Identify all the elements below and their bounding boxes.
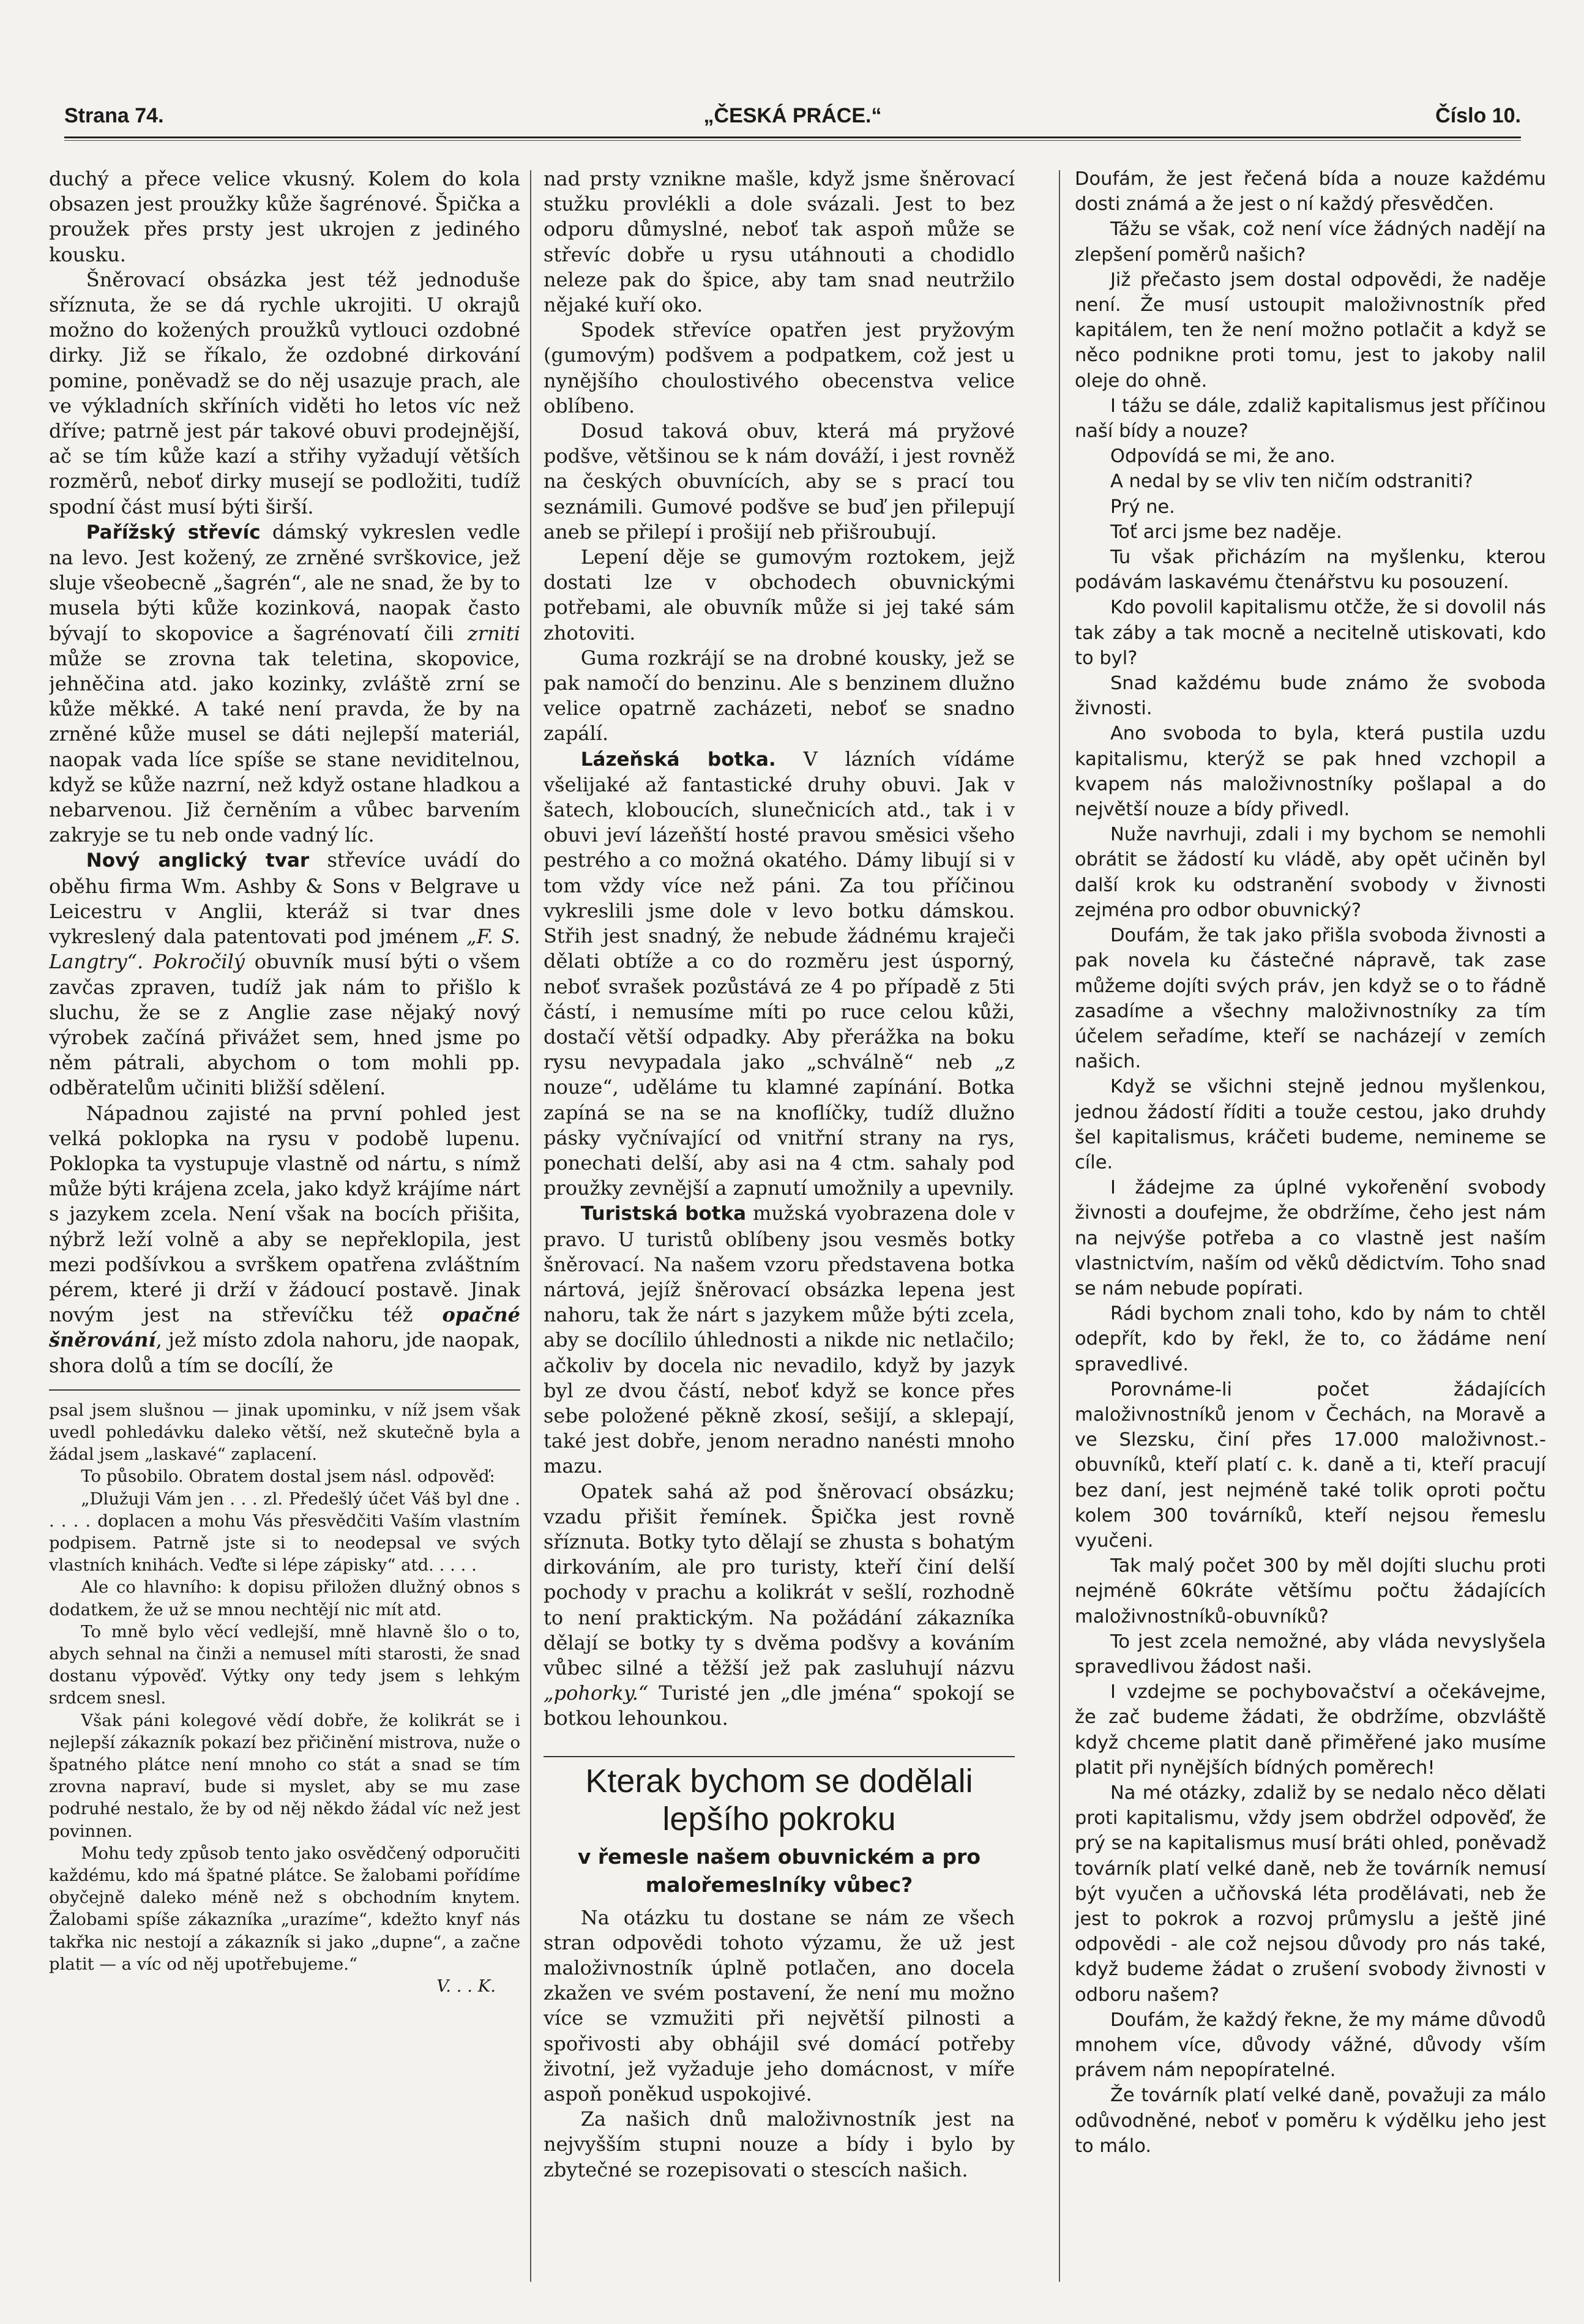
paragraph-text: dámský vykreslen vedle na levo. Jest kožený, ze zrněné svrškovice, jež sluje všeobecně „šagrén“, ale ne snad, že by to musela býti kůže kozinková, naopak často bývají to skopovice a šagrénovatí čili <box>49 520 520 645</box>
article-title-block <box>544 1756 1015 1899</box>
page-number: Strana 74. <box>64 104 164 127</box>
paragraph <box>49 1101 520 1378</box>
masthead-title: „ČESKÁ PRÁCE.“ <box>703 104 882 127</box>
italic-text: „pohorky.“ <box>544 1681 649 1705</box>
paragraph: To jest zcela nemožné, aby vláda nevyslyšela spravedlivou žádost naši. <box>1075 1631 1546 1678</box>
paragraph: duchý a přece velice vkusný. Kolem do kola obsazen jest proužky kůže šagrénové. Špička a proužek přes prsty jest ukrojen z jediného kousku. <box>49 167 520 266</box>
paragraph-text: obuvník musí býti o všem zavčas zpraven, tudíž jak nám to přišlo k sluchu, že se z Anglie zase nějaký nový výrobek začíná přivážet sem, hned jsme po něm pátrali, abychom o tom mohli pp. odběratelům učiniti bližší sdělení. <box>49 950 520 1100</box>
paragraph: Ale co hlavního: k dopisu přiložen dlužný obnos s dodatkem, že už se mnou nechtějí nic mít atd. <box>49 1577 520 1620</box>
paragraph: Na otázku tu dostane se nám ze všech stran odpovědi tohoto výzamu, že už jest maloživnostník úplně potlačen, ano docela zkažen ve svém postavení, že není mu možno více se vzmužiti při největší pilnosti a spořivosti aby obhájil své domácí potřeby životní, jež vyžaduje jeho domácnost, v míře aspoň poněkud uspokojivé. <box>544 1905 1015 2106</box>
column-middle <box>544 166 1015 2284</box>
paragraph <box>544 1201 1015 1479</box>
paragraph: To působilo. Obratem dostal jsem násl. odpověď: <box>81 1467 495 1487</box>
page-header <box>64 104 1521 133</box>
paragraph: Tak malý počet 300 by měl dojíti sluchu proti nejméně 60kráte většímu počtu žádajících maloživnostníků-obuvníků? <box>1075 1555 1546 1627</box>
issue-number: Číslo 10. <box>1435 104 1521 127</box>
paragraph: nad prsty vznikne mašle, když jsme šněrovací stužku provlékli a dole svázali. Jest to bez odporu důmyslné, neboť tak aspoň může se střevíc dobře u rysu utáhnouti a chodidlo neleze pak do špice, aby tam snad neutržilo nějaké kuří oko. <box>544 167 1015 317</box>
paragraph: Tážu se však, což není více žádných nadějí na zlepšení poměrů našich? <box>1075 219 1546 266</box>
column-divider <box>1059 170 1060 2282</box>
header-rule-thin <box>64 140 1521 141</box>
paragraph: Doufám, že tak jako přišla svoboda živnosti a pak novela ku částečné nápravě, tak zase můžeme dojíti svých práv, jen když se o to řádně zasadíme a všechny maloživnostníky za tím účelem seřadíme, kteří se nacházejí v zemích našich. <box>1075 925 1546 1073</box>
paragraph: Doufám, že každý řekne, že my máme důvodů mnohem více, důvody vážné, důvody vším právem nám nepopíratelné. <box>1075 2009 1546 2082</box>
paragraph-text: může se zrovna tak teletina, skopovice, jehněčina atd. jako kozinky, zvláště zrní se kůže měkké. A také není pravda, že by na zrněné kůže musel se dáti nejlepší materiál, naopak vada líce spíše se stane neviditelnou, když se kůže nazrní, než když ostane hladkou a nebarvenou. Již černěním a vůbec barvením zakryje se tu neb onde vadný líc. <box>49 646 520 847</box>
letter-article <box>49 1399 520 1997</box>
paragraph: Nuže navrhuji, zdali i my bychom se nemohli obrátit se žádostí ku vládě, aby opět učiněn byl další krok ku odstranění svobody v živnosti zejména pro odbor obuvnický? <box>1075 824 1546 921</box>
paragraph <box>49 520 520 848</box>
italic-text: „F. S. Langtry“. Pokročilý <box>49 925 520 974</box>
paragraph: psal jsem slušnou — jinak upominku, v níž jsem však uvedl pohledávku daleko větší, než skutečně byla a žádal jsem „laskavé“ zaplacení. <box>49 1400 520 1465</box>
paragraph: Spodek střevíce opatřen jest pryžovým (gumovým) podšvem a podpatkem, což jest u nynějšího choulostivého obecenstva velice oblíbeno. <box>544 318 1015 417</box>
paragraph-text: , jež místo zdola nahoru, jde naopak, shora dolů a tím se docílí, že <box>49 1328 520 1377</box>
paragraph: Tu však přicházím na myšlenku, kterou podávám laskavému čtenářstvu ku posouzení. <box>1075 547 1546 594</box>
paragraph: Kdo povolil kapitalismu otčže, že si dovolil nás tak záby a tak mocně a necitelně utiskovati, kdo to byl? <box>1075 597 1546 669</box>
paragraph: Že továrník platí velké daně, považuji za málo odůvodněné, neboť v poměru k výdělku jeho jest to málo. <box>1075 2085 1546 2157</box>
paragraph-text: Opatek sahá až pod šněrovací obsázku; vzadu přišit řemínek. Špička jest rovně sříznuta. Botky tyto dělají se zhusta s bohatým dirkováním, ale pro turisty, kteří činí delší pochody v prachu a kolikrát v sešlí, rozhodně to není praktickým. Na požádání zákazníka dělají se botky ty s dvěma podšvy a kováním vůbec silné a těžší jež pak zasluhují názvu <box>544 1479 1015 1679</box>
paragraph-text: Nápadnou zajisté na první pohled jest velká poklopka na rysu v podobě lupenu. Poklopka ta vystupuje vlastně od nártu, s nímž může býti krájena zcela, jako když krájíme nárt s jazykem zcela. Není však na bocích přišita, nýbrž leží volně a aby se nepřeklopila, jest mezi podšívkou a svrškem opatřena zvláštním pérem, které ji drží v žádoucí postavě. Jinak novým jest na střevíčku též <box>49 1101 520 1327</box>
paragraph-text: V lázních vídáme všelijaké až fantastické druhy obuvi. Jak v šatech, kloboucích, slunečnicích atd., tak i v obuvi jeví lázeňští hosté pravou směsici všeho pestrého a co možná okatého. Dámy libují si v tom vždy více než páni. Za tou příčinou vykreslili jsme dole v levo botku dámskou. Střih jest snadný, že nebude žádnému kraječi dělati obtíže a co do rozměru jest úsporný, neboť svrašek pozůstává ze 4 po případě z 5ti částí, i nemusíme míti po ruce celou kůži, dostačí větší odpadky. Aby přerážka na boku rysu nevypadala jako „schválně“ neb „z nouze“, uděláme tu klamné zapínání. Botka zapíná se na se na knoflíčky, tudíž dlužno pásky vyčnívající od vnitřní strany na rys, ponechati delší, aby asi na 4 ctm. sahaly pod proužky zevnější a zapnutí umožnily a upevnily. <box>544 747 1015 1200</box>
paragraph: I vzdejme se pochybovačství a očekávejme, že zač budeme žádati, že obdržíme, obzvláště když chceme platit daně přiměřené jako musíme platit při nynějších bídných poměrech! <box>1075 1681 1546 1779</box>
paragraph: Však páni kolegové vědí dobře, že kolikrát se i nejlepší zákazník pokazí bez přičinění mistrova, nuže o špatného plátce není mnoho co stát a snad se tím zrovna napraví, bude si myslet, aby se mu zase podruhé nestalo, že by od něj někdo žádal víc než jest povinnen. <box>49 1710 520 1841</box>
paragraph: Lepení děje se gumovým roztokem, jejž dostati lze v obchodech obuvnickými potřebami, ale obuvník může si jej také sám zhotoviti. <box>544 545 1015 645</box>
paragraph: Porovnáme-li počet žádajících maloživnostníků jenom v Čechách, na Moravě a ve Slezsku, činí přes 17.000 maloživnost.-obuvníků, kteří platí c. k. daně a ti, kteří pracují bez daní, jest nejméně také tolik oproti počtu kolem 300 továrníků, kteří nejsou řemeslu vyučeni. <box>1075 1378 1546 1552</box>
paragraph: Dosud taková obuv, která má pryžové podšve, většinou se k nám dováží, i jest rovněž na českých obuvnících, aby se s prací tou seznámili. Gumové podšve se buď jen přilepují aneb se přilepí i prošijí neb přišroubují. <box>544 419 1015 544</box>
paragraph: Mohu tedy způsob tento jako osvědčený odporučiti každému, kdo má špatné plátce. Se žalobami pořídíme obyčejně daleko méně než s obchodním knytem. Žalobami spíše zákazníka „urazíme“, kdežto knyf nás takřka nic nestojí a zákazník si jako „dupne“, a začne platit — a víc od něj upotřebujeme.“ <box>49 1843 520 1974</box>
paragraph: I tážu se dále, zdaliž kapitalismus jest příčinou naší bídy a nouze? <box>1075 395 1546 443</box>
italic-text: opačné šněrování <box>49 1303 520 1352</box>
section-heading: Nový anglický tvar <box>86 850 310 872</box>
italic-text: zrniti <box>467 621 520 645</box>
header-rule <box>64 136 1521 138</box>
paragraph: Za našich dnů maloživnostník jest na nejvyšším stupni nouze a bídy i bylo by zbytečné se rozepisovati o stescích našich. <box>544 2107 1015 2181</box>
section-heading: Lázeňská botka. <box>580 748 776 771</box>
paragraph: Když se všichni stejně jednou myšlenkou, jednou žádostí říditi a touže cestou, jako druhdy šel kapitalismus, kráčeti budeme, nemineme se cíle. <box>1075 1076 1546 1173</box>
paragraph-text: mužská vyobrazena dole v pravo. U turistů oblíbeny jsou vesměs botky šněrovací. Na našem vzoru představena botka nártová, jejíž šněrovací obsázka lepena jest nahoru, tak že nárt s jazykem může býti zcela, aby se docílilo úhlednosti a nikde nic netlačilo; ačkoliv by docela nic nevadilo, když by jazyk byl ze dvou částí, neboť když se konce přes sebe položené pěkně zkosí, sešijí, a sklepají, také jest dobře, jenom neradno nanésti mnoho mazu. <box>544 1201 1015 1478</box>
paragraph: I žádejme za úplné vykořenění svobody živnosti a doufejme, že obdržíme, čeho jest nám na nejvýše potřeba a co vlastně jest naším vlastnictvím, naším od věků dědictvím. Toho snad se nám nebude popírati. <box>1075 1177 1546 1299</box>
paragraph: Doufám, že jest řečená bída a nouze každému dosti známá a že jest o ní každý přesvědčen. <box>1075 168 1546 215</box>
paragraph <box>49 848 520 1100</box>
article-title: Kterak bychom se dodělali lepšího pokroku <box>585 1762 973 1837</box>
paragraph-text: Turisté jen „dle jména“ spokojí se botkou lehounkou. <box>544 1681 1015 1730</box>
paragraph: Toť arci jsme bez naděje. <box>1110 521 1342 543</box>
paragraph: „Dlužuji Vám jen . . . zl. Předešlý účet Váš byl dne . . . . . doplacen a mohu Vás přesvědčiti Vaším vlastním podpisem. Patrně jste si to neodepsal ve svých vlastních knihách. Veďte si lépe zápisky“ atd. . . . . <box>49 1489 520 1575</box>
paragraph: Odpovídá se mi, že ano. <box>1110 446 1336 468</box>
article-subtitle: v řemesle našem obuvnickém a pro malořemeslníky vůbec? <box>577 1844 981 1897</box>
paragraph: To mně bylo věcí vedlejší, mně hlavně šlo o to, abych sehnal na činži a nemusel míti starosti, že snad dostanu výpověď. Výtky ony tedy jsem s lehkým srdcem snesl. <box>49 1621 520 1708</box>
paragraph: Na mé otázky, zdaliž by se nedalo něco dělati proti kapitalismu, vždy jsem obdržel odpověď, že prý se na kapitalismus musí bráti ohled, poněvadž továrník platí velké daně, neb že továrník nemusí být vyučen a učňovská léta prodělávati, neb že jest to pokrok a rozvoj průmyslu a ještě jiné odpovědi - ale což nejsou důvody pro nás také, když budeme žádat o zrušení svobody živnosti v odboru našem? <box>1075 1782 1546 2006</box>
paragraph: Již přečasto jsem dostal odpovědi, že naděje není. Že musí ustoupit maloživnostník před kapitálem, ten že není možno potlačit a když se něco podnikne proti tomu, jest to jakoby nalil oleje do ohně. <box>1075 269 1546 392</box>
paragraph: Prý ne. <box>1110 496 1175 518</box>
paragraph: A nedal by se vliv ten ničím odstraniti? <box>1110 471 1473 493</box>
paragraph: Guma rozkrájí se na drobné kousky, jež se pak namočí do benzinu. Ale s benzinem dlužno velice opatrně zacházeti, neboť se snadno zapálí. <box>544 646 1015 745</box>
author-signature: V. . . K. <box>436 1976 496 1997</box>
column-divider <box>530 170 531 2282</box>
paragraph <box>544 747 1015 1201</box>
paragraph: Rádi bychom znali toho, kdo by nám to chtěl odepřít, kdo by řekl, že to, co žádáme není spravedlivé. <box>1075 1303 1546 1375</box>
paragraph: Šněrovací obsázka jest též jednoduše sříznuta, že se dá rychle ukrojiti. U okrajů možno do kožených proužků vytlouci ozdobné dirky. Již se říkalo, že ozdobné dirkování pomine, poněvadž se do něj usazuje prach, ale ve výkladních skříních viděti ho letos víc než dříve; patrně jest pár takové obuvi prodejnější, ač se tím kůže kazí a střihy vyžadují větších rozměrů, neboť dirky musejí se podložiti, tudíž spodní část musí býti širší. <box>49 267 520 518</box>
column-right <box>1075 166 1546 2284</box>
section-heading: Pařížský střevíc <box>86 521 261 544</box>
paragraph-text: střevíce uvádí do oběhu firma Wm. Ashby & Sons v Belgrave u Leicestru v Anglii, kteráž si tvar dnes vykreslený dala patentovati pod jménem <box>49 848 520 949</box>
section-separator <box>49 1389 520 1391</box>
paragraph: Ano svoboda to byla, která pustila uzdu kapitalismu, kterýž se pak hned vzchopil a kvapem nás maloživnostníky pošlapal a do největší nouze a bídy přivedl. <box>1075 723 1546 821</box>
paragraph: Snad každému bude známo že svoboda živnosti. <box>1075 673 1546 720</box>
section-heading: Turistská botka <box>580 1203 747 1225</box>
column-left <box>49 166 520 2284</box>
paragraph <box>544 1479 1015 1732</box>
